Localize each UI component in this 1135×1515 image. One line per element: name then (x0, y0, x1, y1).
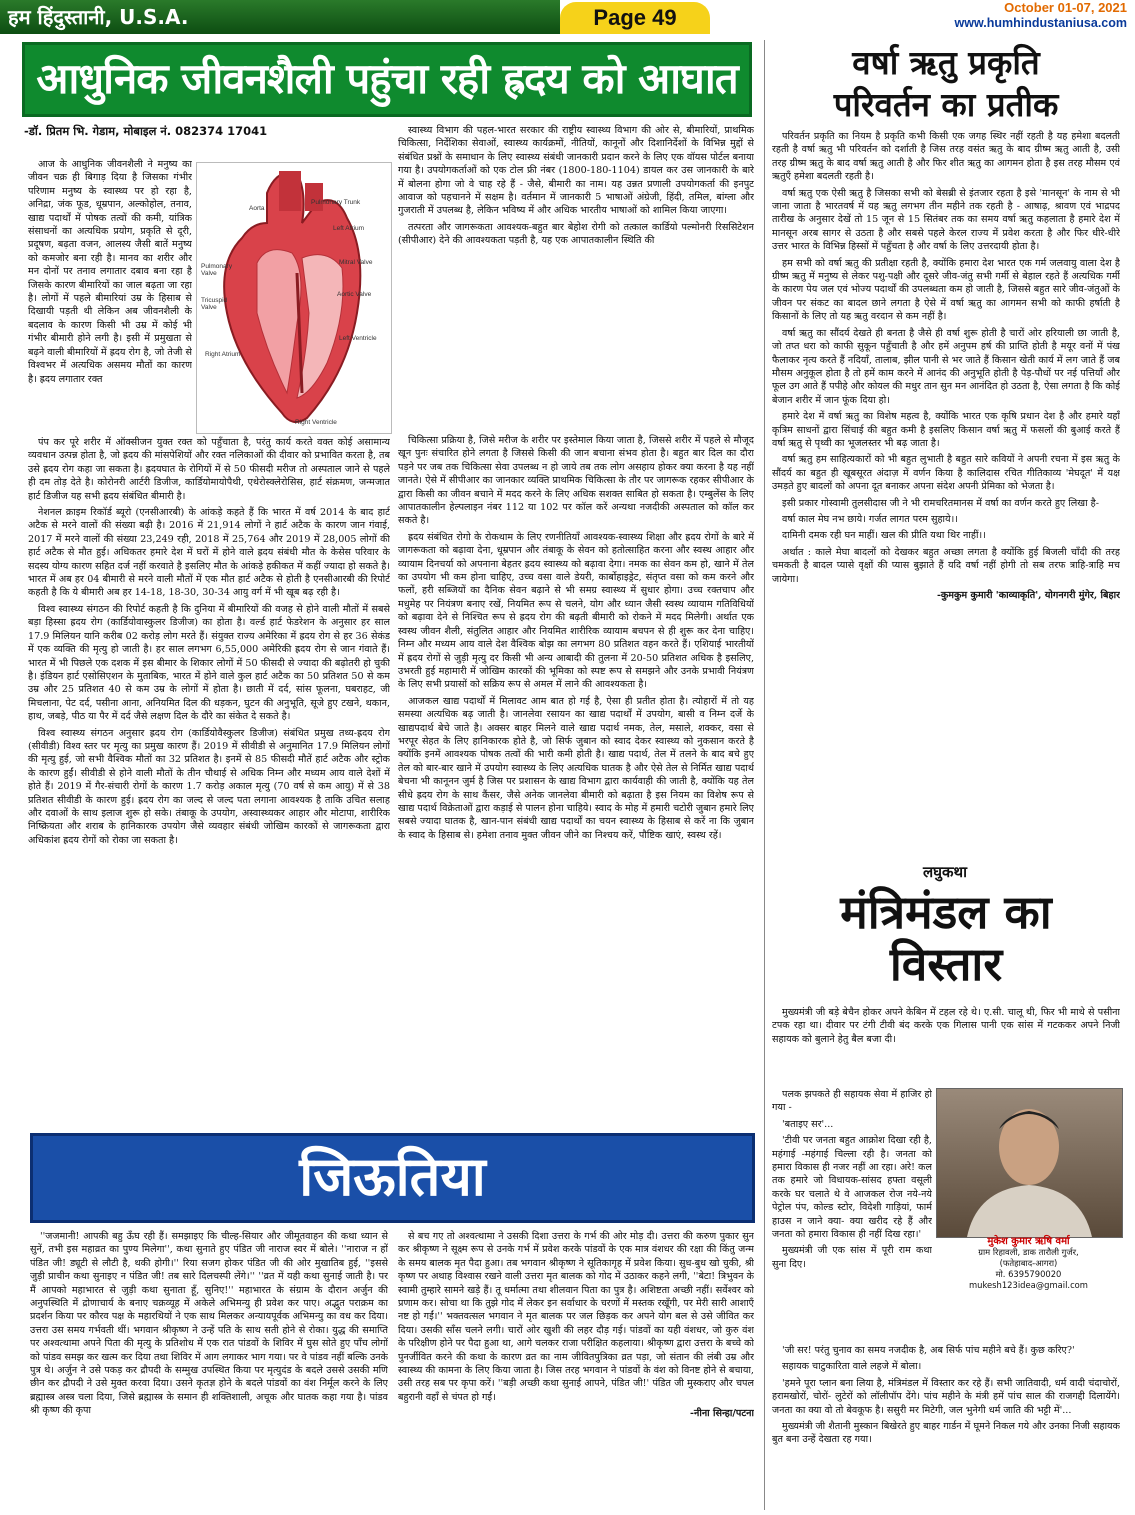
main-byline: -डॉ. प्रितम भि. गेडाम, मोबाइल नं. 082374 17041 (24, 124, 268, 138)
masthead-title: हम हिंदुस्तानी, U.S.A. (0, 0, 560, 34)
heart-label-aorta: Aorta (249, 205, 265, 212)
author-name: मुकेश कुमार ऋषि वर्मा (987, 1236, 1070, 1247)
varsha-paragraph: वर्षा ऋतु एक ऐसी ऋतु है जिसका सभी को बेसब्री से इंतजार रहता है इसे 'मानसून' के नाम से भी जाना जाता है भारतवर्ष में यह ऋतु लगभग तीन महीने तक रहती है - आषाढ़, श्रावण एवं भाद्रपद तारीख के अनुसार देखें तो 15 जून से 15 सितंबर तक का समय वर्षा ऋतु कहलाता है हमारे देश में मानसून अरब सागर से उठता है और सबसे पहले केरल राज्य में प्रवेश करता है और फिर धीरे-धीरे उत्तर भारत के विभिन्न हिस्सों में पहुँचता है और वर्षा के लिए उत्तरदायी होता है। (772, 187, 1120, 253)
heart-label-left-ventricle: Left Ventricle (339, 335, 377, 342)
jiutiya-col1 (30, 1230, 388, 1512)
heart-anatomy-image (196, 162, 392, 434)
article-paragraph: स्वास्थ्य विभाग की पहल-भारत सरकार की राष्ट्रीय स्वास्थ्य विभाग की ओर से, बीमारियों, प्राथमिक चिकित्सा, निर्देशिका सेवाओं, स्वास्थ्य कार्यक्रमों, नीतियों, कानूनों और दिशानिर्देशों के विभिन्न मुद्दों से संबंधित प्रश्नों के समाधान के लिए स्वास्थ्य संबंधी जानकारी प्रदान करने के लिए एक वॉयस पोर्टल बनाया गया है। उपयोगकर्ताओं को एक टोल फ्री नंबर (1800-180-1104) डायल कर उस जानकारी के बारे में बोलना होगा जो वे चाह रहे हैं - जैसे, बीमारी का नाम। यह उन्नत प्रणाली उपयोगकर्ता की इनपुट आवाज को पहचानने में सक्षम है। वर्तमान में जानकारी 5 भाषाओं अंग्रेजी, हिंदी, तमिल, बांग्ला और गुजराती में उपलब्ध है, लेकिन भविष्य में और अधिक भारतीय भाषाओं को शामिल किया जाएगा। (398, 125, 754, 217)
laghukatha-paragraph: पलक झपकते ही सहायक सेवा में हाजिर हो गया - (772, 1089, 932, 1114)
article-paragraph: चिकित्सा प्रक्रिया है, जिसे मरीज के शरीर पर इस्तेमाल किया जाता है, जिससे शरीर में पहले से मौजूद खून पुनः संचारित होने लगता है जिससे किसी की जान बचाना संभव होता है। बहुत बार दिल का दौरा पड़ने पर जब तक चिकित्सा सेवा उपलब्ध न हो जाये तब तक लोग असहाय होकर क्या करना है यह नहीं जानते। ऐसे में सीपीआर का जानकार व्यक्ति प्राथमिक चिकित्सा के तौर पर जागरूक रहकर सीपीआर के द्वारा किसी का जीवन बचाने में मदद करने के लिए अधिक सशक्त साबित हो सकता है। एम्बुलेंस के लिए आपातकालीन हेल्पलाइन नंबर 112 या 102 पर कॉल करें अन्यथा नजदीकी अस्पताल को कॉल कर सकते है। (398, 435, 754, 527)
main-headline: आधुनिक जीवनशैली पहुंचा रही ह्रदय को आघात (22, 42, 752, 117)
heart-label-right-ventricle: Right Ventricle (295, 419, 337, 426)
person-silhouette-icon (937, 1089, 1122, 1237)
article-paragraph: नेशनल क्राइम रिकॉर्ड ब्यूरो (एनसीआरबी) के आंकड़े कहते हैं कि भारत में वर्ष 2014 के बाद हार्ट अटैक से मरने वालों की संख्या बढ़ी है। 2016 में 21,914 लोगों ने हार्ट अटैक के कारण जान गंवाई, 2017 में मरने वालों की संख्या 23,249 रही, 2018 में 25,764 और 2019 में 28,005 लोगों की हार्ट अटैक से मौत हुई। अधिकतर हमारे देश में घरों में होने वाले ह्रदय संबंधी मौत के केसेस परिवार के सदस्य योग्य कारण सहित दर्ज नहीं करवाते है इसलिए मौत के आंकड़े हकीकत में कहीं ज्यादा हो सकते है। भारत में अब हर 04 बीमारी से मरने वाली मौतों में एक मौत हार्ट अटैक से होती है एनसीआरबी की रिपोर्ट कहती है कि ये बीमारी अब हर 14-18, 18-30, 30-34 आयु वर्ग में भी खूब बढ़ रही है। (28, 507, 390, 599)
varsha-paragraph: हम सभी को वर्षा ऋतु की प्रतीक्षा रहती है, क्योंकि हमारा देश भारत एक गर्म जलवायु वाला देश है ग्रीष्म ऋतु में मनुष्य से लेकर पशु-पक्षी और दूसरे जीव-जंतु सभी गर्मी से बेहाल रहते हैं अत्यधिक गर्मी के कारण पेय जल एवं भोज्य पदार्थों की उपलब्धता कम हो जाती है, जिससे बहुत सारे जीव-जंतुओं के जीवन पर संकट का बादल छाने लगता है ऐसे में वर्षा ऋतु का आगमन सभी को काफी हर्षाती है किसानों के लिए तो यह ऋतु वरदान से कम नहीं है। (772, 257, 1120, 323)
jiutiya-title: जिऊतिया (299, 1145, 486, 1208)
article-paragraph: ह्रदय संबंधित रोगो के रोकथाम के लिए रणनीतियाँ आवश्यक-स्वास्थ्य शिक्षा और ह्रदय रोगों के बारे में जागरूकता को बढ़ावा देना, धूम्रपान और तंबाकू के सेवन को हतोत्साहित करना और स्वस्थ आहार और व्यायाम दिनचर्या को अपनाना बेहतर ह्रदय स्वास्थ्य को बढ़ावा देगा। नमक का सेवन कम हो, खाने में तेल का उपयोग भी कम होना चाहिए, उच्च वसा वाले डेयरी, कार्बोहाइड्रेट, संतृप्त वसा को कम करने और फलों, हरी सब्जियों का दैनिक सेवन बढ़ाने से भी समग्र स्वास्थ्य में सुधार होगा। उच्च रक्तचाप और मधुमेह पर नियंत्रण बनाए रखें, नियमित रूप से चलने, योग और ध्यान जैसी स्वस्थ व्यायाम गतिविधियों को बढ़ावा देने से निश्चित रूप से ह्रदय रोग की बढ़ती बीमारी को रोकने में मदद मिलेगी। अर्थात एक स्वस्थ जीवन शैली, संतुलित आहार और नियमित शारीरिक व्यायाम बचपन से ही शुरू कर देना चाहिए। निम्न और मध्यम आय वाले देश वैश्विक बोझ का लगभग 80 प्रतिशत वहन करते हैं। एशियाई भारतीयों में ह्रदय रोगों से जुड़ी मृत्यु दर किसी भी अन्य आबादी की तुलना में 20-50 प्रतिशत अधिक है इसलिए, उभरती हुई महामारी में जोखिम कारकों की भूमिका को स्पष्ट रूप से समझने और उनके प्रभावी नियंत्रण के लिए सभी प्रयासों को सक्रिय रूप से अमल में लाने की आवश्यकता है। (398, 531, 754, 691)
laghukatha-intro (772, 1006, 1120, 1088)
author-address: ग्राम रिहावली, डाक तारौली गुर्जर, (978, 1247, 1079, 1257)
heart-label-right-atrium: Right Atrium (205, 351, 241, 358)
varsha-paragraph: इसी प्रकार गोस्वामी तुलसीदास जी ने भी रामचरितमानस में वर्षा का वर्णन करते हुए लिखा है- (782, 497, 1099, 509)
issue-date: October 01-07, 2021 (1004, 0, 1127, 15)
varsha-verse: दामिनी दमक रही घन माहीं। खल की प्रीति यथा थिर नाहीं।। (782, 530, 986, 542)
author-address: (फतेहाबाद-आगरा) (999, 1258, 1058, 1268)
article-col2-top (398, 124, 754, 434)
author-email[interactable]: mukesh123idea@gmail.com (969, 1280, 1088, 1290)
article-col1-wide (28, 436, 390, 1120)
author-photo (936, 1088, 1123, 1238)
varsha-paragraph: वर्षा ऋतु का सौंदर्य देखते ही बनता है जैसे ही वर्षा शुरू होती है चारों ओर हरियाली छा जाती है, जो तप्त धरा को काफी सुकून पहुँचाती है और हमें अनुपम हर्ष की प्राप्ति होती है मयूर वनों में पंख फैलाकर नृत्य करते हैं नदियाँ, तालाब, झील पानी से भर जाते हैं किसान खेती कार्य में लग जाते हैं जब मौसम अनुकूल होता है तो हमें काम करने में आनंद की अनुभूति होती है पेड़-पौधों पर नई पत्तियाँ और फूल उग आते हैं पपीहे और कोयल की मधुर तान सुन मन आनंदित हो उठता है, ऐसा लगता है कि कोई बेजान शरीर में जान फूंक दिया हो। (772, 327, 1120, 406)
article-paragraph: तत्परता और जागरूकता आवश्यक-बहुत बार बेहोश रोगी को तत्काल कार्डियो पल्मोनरी रिससिटेशन (सीपीआर) देने की आवश्यकता पड़ती है, यह एक आपातकालीन स्थिति की (398, 221, 754, 247)
varsha-paragraph: हमारे देश में वर्षा ऋतु का विशेष महत्व है, क्योंकि भारत एक कृषि प्रधान देश है और हमारे यहाँ कृत्रिम साधनों द्वारा सिंचाई की बहुत कमी है इसलिए किसान वर्षा ऋतु में फसलों की बुआई करते हैं वर्षा ऋतु से पृथ्वी का भूजलस्तर भी बढ़ जाता है। (772, 411, 1120, 449)
heart-label-pulmonary-valve: Pulmonary Valve (201, 263, 233, 277)
page-number-tab: Page 49 (560, 2, 710, 34)
heart-label-pulmonary-trunk: Pulmonary Trunk (311, 199, 361, 206)
laghukatha-paragraph: 'हमने पूरा प्लान बना लिया है, मंत्रिमंडल में विस्तार कर रहे हैं। सभी जातिवादी, धर्म वादी चंदाचोरों, हरामखोरों, चोरों- लुटेरों को लॉलीपॉप देंगे। पांच महीने के मंत्री हमें पांच साल की राजगद्दी दिलायेंगे। जनता का क्या वो तो बेवकूफ है। ससुरी मर मिटेगी, जल भुनेगी धर्म जाति की भट्टी में'... (772, 1377, 1120, 1416)
article-paragraph: पंप कर पूरे शरीर में ऑक्सीजन युक्त रक्त को पहुँचाता है, परंतु कार्य करते वक्त कोई असामान्य व्यवधान उत्पन्न होता है, जो ह्रदय की मांसपेशियों और रक्त नलिकाओं की दीवार को प्रभावित करता है, तब उसे ह्रदय रोग कहा जा सकता है। ह्रदयघात के रोगियों में से 50 फीसदी मरीज तो अस्पताल जाने से पहले ही दम तोड़ देते है। कोरोनरी आर्टरी डिजीज, कार्डियोमायोपैथी, एथेरोस्क्लेरोसिस, हार्ट संक्रमण, जन्मजात हार्ट डिजीज यह सभी ह्रदय संबंधित बीमारी है। (28, 437, 390, 502)
author-caption (936, 1236, 1121, 1291)
article-paragraph: विश्व स्वास्थ्य संगठन अनुसार ह्रदय रोग (कार्डियोवैस्कुलर डिजीज) संबंधित प्रमुख तथ्य-ह्रदय रोग (सीवीडी) विश्व स्तर पर मृत्यु का प्रमुख कारण हैं। 2019 में सीवीडी से अनुमानित 17.9 मिलियन लोगों की मृत्यु हुई, जो सभी वैश्विक मौतों का 32 प्रतिशत है। इनमें से 85 फीसदी मौतें हार्ट अटैक और स्ट्रोक के कारण हुईं। सीवीडी से होने वाली मौतों के तीन चौथाई से अधिक निम्न और मध्यम आय वाले देशों में होते हैं। 2019 में गैर-संचारी रोगों के कारण 1.7 करोड़ अकाल मृत्यु (70 वर्ष से कम आयु) में से 38 प्रतिशत सीवीडी के कारण हुई। ह्रदय रोग का जल्द से जल्द पता लगाना आवश्यक है ताकि उचित सलाह और दवाओं के साथ इलाज शुरू हो सके। तंबाकू के उपयोग, अस्वास्थ्यकर आहार और मोटापा, शारीरिक निष्क्रियता और शराब के हानिकारक उपयोग जैसे व्यवहार संबंधी जोखिम कारकों से जागरूकता द्वारा अधिकांश ह्रदय रोगों को रोका जा सकता है। (28, 727, 390, 846)
varsha-paragraph: अर्थात : काले मेघा बादलों को देखकर बहुत अच्छा लगता है क्योंकि हुई बिजली चाँदी की तरह चमकती है बादल प्यासे वृक्षों की प्यास बुझाते हैं यदि वर्षा नहीं होगी तो सब तरफ त्राहि-त्राहि मच जायेगा। (772, 546, 1120, 585)
article-paragraph: आजकल खाद्य पदार्थों में मिलावट आम बात हो गई है, ऐसा ही प्रतीत होता है। त्योहारों में तो यह समस्या अत्यधिक बढ़ जाती है। जानलेवा रसायन का खाद्य पदार्थों में उपयोग, बासी व निम्न दर्जे के खाद्यपदार्थ बेचे जाते है। अक्सर बाहर मिलने वाले खाद्य पदार्थ नमक, तेल, मसाले, शक्कर, वसा से भरपूर सेहत के लिए हानिकारक होते है, जो सिर्फ जुबान को स्वाद देकर स्वास्थ्य को नुकसान करते है क्योंकि इनमें आवश्यक पोषक तत्वों की भारी कमी होती है। खाद्य पदार्थ, तेल में तलने के बाद बचे हुए तेल को बार-बार खाने में उपयोग स्वास्थ्य के लिए अत्यधिक घातक है और ऐसे तेल से निर्मित खाद्य पदार्थ बेचना भी कानूनन जुर्म है जिस पर प्रशासन के खाद्य विभाग द्वारा कार्यवाही की जाती है, क्योंकि यह तेल सीधे ह्रदय रोग के साथ कैंसर, जैसे अनेक जानलेवा बीमारी को बढ़ाता है इस नियम का विशेष रूप से खाद्य पदार्थ विक्रेताओं द्वारा कड़ाई से पालन होना चाहिये। स्वाद के मोह में हमारी चटोरी जुबान हमारे लिए सबसे ज्यादा घातक है, खान-पान संबंधी खाद्य पदार्थों का चयन स्वास्थ्य के हिसाब से करें ना कि जुबान के स्वाद के हिसाब से। हमेशा तनाव मुक्त जीवन जीने का निश्चय करें, पौष्टिक खाएं, स्वस्थ रहें। (398, 695, 754, 841)
heart-label-mitral-valve: Mitral Valve (339, 259, 373, 266)
laghukatha-title-line2: विस्तार (889, 937, 1003, 991)
article-col1-narrow (28, 158, 192, 436)
article-paragraph: विश्व स्वास्थ्य संगठन की रिपोर्ट कहती है कि दुनिया में बीमारियों की वजह से होने वाली मौतों में सबसे बड़ा हिस्सा ह्रदय रोग (कार्डियोवास्कुलर डिजीज) का होता है। वर्ल्ड हार्ट फेडरेशन के अनुसार हर साल 17.9 मिलियन यानि करीब 02 करोड़ लोग मरते हैं। संयुक्त राज्य अमेरिका में ह्रदय रोग से हर 36 सेकंड में एक व्यक्ति की मृत्यु हो जाती है। हर साल लगभग 6,55,000 अमेरिकी ह्रदय रोग से जान गंवाते हैं। भारत में भी पिछले एक दशक में इस बीमार के शिकार लोगों में 50 फीसदी से ज्यादा की बढ़ोतरी हो चुकी है। इंडियन हार्ट एसोसिएशन के मुताबिक, भारत में होने वाले कुल हार्ट अटैक का 50 प्रतिशत 50 से कम उम्र और 25 प्रतिशत 40 से कम उम्र के लोगों में होता है। छाती में दर्द, सांस फूलना, घबराहट, जी मिचलाना, पेट दर्द, पसीना आना, अनियमित दिल की धड़कन, घुटन की अनुभूति, सूजे हुए टखने, थकान, हाथ, जबड़े, पीठ या पैर में दर्द जैसे लक्षण दिल के दौरे का संकेत दे सकते है। (28, 603, 390, 723)
laghukatha-paragraph: सहायक चाटुकारिता वाले लहजे में बोला। (782, 1361, 922, 1373)
varsha-title-line1: वर्षा ऋतु प्रकृति (852, 43, 1040, 82)
laghukatha-title-line1: मंत्रिमंडल का (840, 885, 1052, 939)
article-intro: आज के आधुनिक जीवनशैली ने मनुष्य का जीवन चक्र ही बिगाड़ दिया है जिसका गंभीर परिणाम मनुष्य के स्वास्थ्य पर हो रहा है, अनिद्रा, जंक फूड, धूम्रपान, अल्कोहोल, तनाव, खाद्य पदार्थों में पोषक तत्वों की कमी, यांत्रिक संसाधनों का अत्यधिक प्रयोग, प्रकृति से दूरी, प्रदूषण, बढ़ता वजन, आलस्य जैसी बातें मनुष्य को कमजोर बना रही है। मानव का शरीर और मन दोनों पर तनाव लगातार दबाव बना रहा है जिसके कारण बीमारियों का जाल बढ़ता जा रहा है। लोगों में पहले बीमारियां उम्र के हिसाब से दिखायी पड़ती थी लेकिन अब जीवनशैली के बदलाव के कारण किसी भी उम्र में कोई भी गंभीर बीमारी होने लगी है। इसी में प्रमुखता से बढ़ने वाली बीमारियों में ह्रदय रोग है, जो तेजी से विश्वभर में अत्यधिक असमय मौतों का कारण है। ह्रदय लगातार रक्त (28, 159, 192, 385)
jiutiya-author: -नीना सिन्हा/पटना (690, 1408, 754, 1420)
varsha-title-line2: परिवर्तन का प्रतीक (833, 85, 1059, 124)
heart-label-aortic-valve: Aortic Valve (337, 291, 372, 298)
varsha-paragraph: वर्षा ऋतु हम साहित्यकारों को भी बहुत लुभाती है बहुत सारे कवियों ने अपनी रचना में इस ऋतु के सौंदर्य का बहुत ही खूबसूरत अंदाज़ में वर्णन किया है कालिदास रचित गीतिकाव्य 'मेघदूत' में यक्ष उमड़ते हुए बादलों को अपना दूत बनाकर अपना संदेश अपनी प्रेमिका को भेजता है। (772, 454, 1120, 493)
laghukatha-paragraph: 'जी सर! परंतु चुनाव का समय नजदीक है, अब सिर्फ पांच महीने बचे हैं। कुछ करिए?' (782, 1345, 1075, 1356)
jiutiya-paragraph: से बच गए तो अश्वत्थामा ने उसकी दिशा उत्तरा के गर्भ की ओर मोड़ दी। उत्तरा की करुण पुकार सुन कर श्रीकृष्ण ने सूक्ष्म रूप से उनके गर्भ में प्रवेश करके पांडवों के एक मात्र वंशधर की रक्षा की किंतु जन्म के समय बालक मृत पैदा हुआ। तब भगवान श्रीकृष्ण ने सूतिकागृह में प्रवेश किया। सुध-बुध खो चुकी, श्री कृष्ण पर अथाह विश्वास रखने वाली उत्तरा मृत बालक को गोद में उठाकर कहने लगी, ''बेटा! त्रिभुवन के स्वामी तुम्हारे सामने खड़े हैं। तू धर्मात्मा तथा शीलवान पिता का पुत्र है। अशिष्टता अच्छी नहीं। सर्वेश्वर को प्रणाम कर। सोचा था कि तुझे गोद में लेकर इन सर्वाधार के चरणों में मस्तक रखूँगी, पर मेरी सारी आशाएँ नष्ट हो गईं।'' भक्तवत्सल भगवान ने मृत बालक पर जल छिड़क कर अपने योग बल से उसे जीवित कर दिया। उसकी साँस चलने लगी। चारों ओर खुशी की लहर दौड़ गई। पांडवों का यही वंशधर, जो कुरु वंश के परिक्षीण होने पर पैदा हुआ था, आगे चलकर राजा परीक्षित कहलाया। श्रीकृष्ण द्वारा उत्तरा के बच्चे को पुनर्जीवित करने की कथा के कारण व्रत का नाम जीवितपुत्रिका व्रत पड़ा, जो संतान की लंबी उम्र और स्वास्थ्य की कामना के लिए किया जाता है। जिस तरह भगवान ने पांडवों के वंश को विनष्ट होने से बचाया, उसी तरह सब पर कृपा करें। ''बड़ी अच्छी कथा सुनाई आपने, पंडित जी!' पंडित जी मुस्कराए और चपल बहुरानी वहाँ से चंपत हो गईं। (398, 1231, 754, 1403)
site-link[interactable]: www.humhindustaniusa.com (954, 16, 1127, 30)
laghukatha-paragraph: 'बताइए सर'... (782, 1118, 834, 1130)
laghukatha-wide (772, 1344, 1120, 1512)
jiutiya-paragraph: ''जजमानी! आपकी बहु ऊँघ रही हैं। समझाइए कि चील्ह-सियार और जीमूतवाहन की कथा ध्यान से सुनें, तभी इस महाव्रत का पुण्य मिलेगा'', कथा सुनाते हुए पंडित जी नाराज स्वर में बोले। ''नाराज न हों पंडित जी! ड्यूटी से लौटी है, थकी होगी।'' रिया सजग होकर पंडित जी की ओर मुखातिब हुई, ''इससे जुड़ी प्राचीन कथा सुनाइए न पंडित जी! तब सारे दिलचस्पी लेंगे।'' ''व्रत में यही कथा सुनाई जाती है। पर मैं आपको महाभारत से जुड़ी कथा सुनाता हूँ, सुनिए!'' महाभारत के संग्राम के दौरान अर्जुन की अनुपस्थिति में द्रोणाचार्य के बनाए चक्रव्यूह में अकेले अभिमन्यु ही प्रवेश कर पाए। अद्भुत पराक्रम का प्रदर्शन किया पर कौरव पक्ष के महारथियों ने एक साथ मिलकर अन्यायपूर्वक अभिमन्यु का वध कर दिया। उत्तरा उस समय गर्भवती थीं। भगवान श्रीकृष्ण ने उन्हें पति के साथ सती होने से रोका। युद्ध की समाप्ति पर अश्वत्थामा अपने पिता की मृत्यु के प्रतिशोध में एक रात पांडवों के शिविर में घुस सोते हुए पाँच लोगों को पांडव समझ कर खत्म कर दिया तथा शिविर में आग लगाकर भाग गया। पर वे पांडव नहीं बल्कि उनके पुत्र थे। अर्जुन ने उसे पकड़ कर द्रौपदी के सम्मुख उपस्थित किया पर मृत्युदंड के बदले उससे उसकी मणि छीन कर द्रौपदी ने उसे मुक्त करवा दिया। उसने कृतज्ञ होने के बदले पांडवों का वंश निर्मूल करने के लिए ब्रह्मास्त्र अस्त्र चला दिया, जिसे ब्रह्मास्त्र के समान ही शक्तिशाली, अचूक और घातक कहा गया है। पांडव श्री कृष्ण की कृपा (30, 1231, 388, 1417)
laghukatha-paragraph: 'टीवी पर जनता बहुत आक्रोश दिखा रही है, महंगाई -महंगाई चिल्ला रही है। जनता को हमारा विकास ही नजर नहीं आ रहा। अरे! कल तक हमारे जो विधायक-सांसद हफ्ता वसूली करके घर चलाते थे वे आजकल रोज नये-नये पेट्रोल पंप, कोल्ड स्टोर, विदेशी गाड़ियां, फार्म हाउस न जाने क्या- क्या खरीद रहे हैं और जनता को हमारा विकास ही नहीं दिख रहा।' (772, 1135, 932, 1241)
laghukatha-paragraph: मुख्यमंत्री जी शैतानी मुस्कान बिखेरते हुए बाहर गार्डन में घूमने निकल गये और उनका निजी सहायक बुत बना उन्हें देखता रह गया। (772, 1421, 1120, 1446)
laghukatha-narrow (772, 1088, 932, 1344)
article-col2-wide (398, 434, 754, 1120)
laghukatha-label: लघुकथा (922, 863, 968, 881)
author-phone: मो. 6395790020 (995, 1269, 1062, 1279)
heart-label-tricuspid-valve: Tricuspid Valve (201, 297, 228, 311)
varsha-verse: वर्षा काल मेघ नभ छाये। गर्जत लागत परम सुहाये।। (782, 513, 958, 525)
heart-label-left-atrium: Left Atrium (333, 225, 365, 232)
laghukatha-paragraph: मुख्यमंत्री जी एक सांस में पूरी राम कथा सुना दिए। (772, 1245, 932, 1270)
varsha-author: -कुमकुम कुमारी 'काव्याकृति', योगनगरी मुंगेर, बिहार (936, 590, 1120, 601)
laghukatha-paragraph: मुख्यमंत्री जी बड़े बेचैन होकर अपने केबिन में टहल रहे थे। ए.सी. चालू थी, फिर भी माथे से पसीना टपक रहा था। दीवार पर टंगी टीवी बंद करके एक गिलास पानी एक सांस में गटककर अपने निजी सहायक को बुलाने हेतु बैल बजा दी। (772, 1007, 1120, 1045)
varsha-article (772, 130, 1120, 855)
laghukatha-title (770, 886, 1122, 990)
varsha-paragraph: परिवर्तन प्रकृति का नियम है प्रकृति कभी किसी एक जगह स्थिर नहीं रहती है यह हमेशा बदलती रहती है वर्षा ऋतु भी परिवर्तन को दर्शाती है जिस तरह वसंत ऋतु के बाद ग्रीष्म ऋतु आती है, उसी तरह ग्रीष्म ऋतु के बाद वर्षा ऋतु आती है और फिर शीत ऋतु का आगमन होता है इस तरह मौसम एवं ऋतुएँ हमेशा बदलती रहती है। (772, 131, 1120, 183)
jiutiya-col2 (398, 1230, 754, 1512)
varsha-title (770, 42, 1122, 126)
